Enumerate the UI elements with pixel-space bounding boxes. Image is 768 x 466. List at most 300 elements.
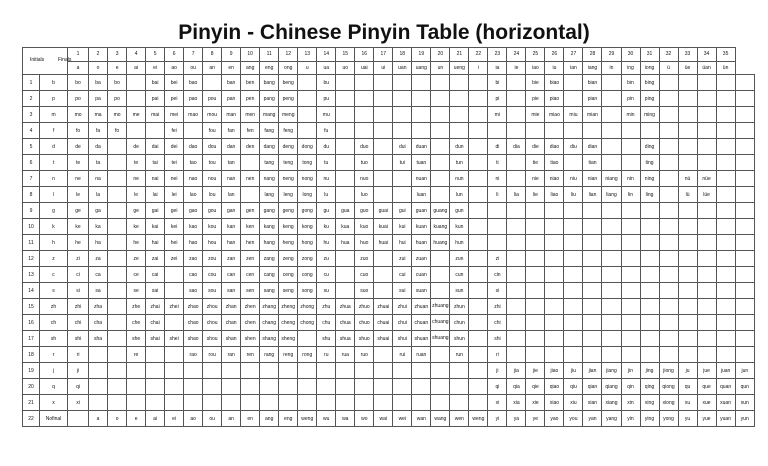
table-cell: chua <box>336 315 355 331</box>
table-cell <box>355 379 374 395</box>
table-cell: tuan <box>412 155 431 171</box>
table-cell <box>203 395 222 411</box>
table-cell: sao <box>184 283 203 299</box>
table-cell: kuang <box>431 219 450 235</box>
table-cell: ce <box>127 267 146 283</box>
table-cell <box>469 267 488 283</box>
table-cell: nin <box>621 171 640 187</box>
table-cell: dai <box>146 139 165 155</box>
header-corner <box>23 48 72 75</box>
table-cell <box>241 155 260 171</box>
table-cell <box>469 315 488 331</box>
table-cell: yu <box>678 411 697 427</box>
initial-cell: d <box>40 139 68 155</box>
table-cell <box>184 123 203 139</box>
table-cell: ang <box>260 411 279 427</box>
table-cell: man <box>222 107 241 123</box>
table-cell: nüe <box>697 171 716 187</box>
table-cell: ya <box>507 411 526 427</box>
table-cell <box>640 203 659 219</box>
table-cell <box>507 91 526 107</box>
table-cell: chuan <box>412 315 431 331</box>
table-cell <box>526 235 545 251</box>
final-header: u <box>298 61 317 75</box>
table-cell: tan <box>222 155 241 171</box>
table-cell: nou <box>203 171 222 187</box>
table-cell: ban <box>222 75 241 91</box>
table-cell: wo <box>355 411 374 427</box>
table-cell <box>355 363 374 379</box>
table-cell <box>735 251 754 267</box>
table-cell <box>203 379 222 395</box>
table-cell: gai <box>146 203 165 219</box>
table-cell: si <box>488 283 507 299</box>
final-header: ueng <box>450 61 469 75</box>
table-cell: gan <box>222 203 241 219</box>
table-cell: mu <box>317 107 336 123</box>
table-cell <box>89 379 108 395</box>
initial-cell: n <box>40 171 68 187</box>
table-cell: gun <box>450 203 469 219</box>
row-number: 10 <box>23 219 40 235</box>
table-cell: ning <box>640 171 659 187</box>
pinyin-cell: po <box>68 91 89 107</box>
final-header: ie <box>507 61 526 75</box>
table-cell <box>678 331 697 347</box>
table-cell <box>374 395 393 411</box>
table-cell: jun <box>735 363 754 379</box>
column-number: 12 <box>279 48 298 62</box>
table-cell: ruo <box>355 347 374 363</box>
table-cell <box>374 363 393 379</box>
table-cell <box>545 347 564 363</box>
table-cell <box>678 251 697 267</box>
table-cell <box>393 171 412 187</box>
table-row <box>23 395 755 411</box>
table-cell: fen <box>241 123 260 139</box>
table-cell <box>260 379 279 395</box>
row-number: 18 <box>23 347 40 363</box>
table-cell: bie <box>526 75 545 91</box>
table-cell: keng <box>279 219 298 235</box>
table-cell <box>298 363 317 379</box>
table-cell <box>222 363 241 379</box>
table-cell <box>545 315 564 331</box>
initial-cell: g <box>40 203 68 219</box>
table-cell <box>412 107 431 123</box>
table-cell <box>412 91 431 107</box>
table-cell: wa <box>336 411 355 427</box>
table-cell: jie <box>526 363 545 379</box>
table-cell: min <box>621 107 640 123</box>
table-cell <box>108 139 127 155</box>
table-cell: dui <box>393 139 412 155</box>
table-cell <box>393 123 412 139</box>
table-cell <box>564 331 583 347</box>
table-row <box>23 251 755 267</box>
table-cell: shi <box>488 331 507 347</box>
final-header: ai <box>127 61 146 75</box>
table-cell: yi <box>488 411 507 427</box>
table-cell <box>564 347 583 363</box>
table-cell <box>127 379 146 395</box>
table-cell <box>659 139 678 155</box>
column-number: 33 <box>678 48 697 62</box>
table-cell <box>450 363 469 379</box>
table-cell: xiang <box>602 395 621 411</box>
table-cell <box>89 363 108 379</box>
table-cell <box>184 379 203 395</box>
table-cell: neng <box>279 171 298 187</box>
table-cell: xiu <box>564 395 583 411</box>
table-cell: zen <box>241 251 260 267</box>
final-header: ong <box>279 61 298 75</box>
table-cell <box>697 299 716 315</box>
table-cell <box>298 75 317 91</box>
table-cell: kan <box>222 219 241 235</box>
table-cell: zheng <box>279 299 298 315</box>
table-row <box>23 219 755 235</box>
table-cell: rao <box>184 347 203 363</box>
table-cell <box>431 91 450 107</box>
table-cell <box>127 91 146 107</box>
table-cell: shai <box>146 331 165 347</box>
table-cell: xie <box>526 395 545 411</box>
table-cell: nei <box>165 171 184 187</box>
table-cell <box>298 123 317 139</box>
table-cell: cha <box>89 315 108 331</box>
table-cell: pei <box>165 91 184 107</box>
table-cell: wai <box>374 411 393 427</box>
final-header: an <box>203 61 222 75</box>
table-cell <box>374 91 393 107</box>
table-cell <box>526 299 545 315</box>
table-cell <box>697 123 716 139</box>
pinyin-table <box>22 47 755 427</box>
table-cell <box>697 91 716 107</box>
table-cell: hang <box>260 235 279 251</box>
table-row <box>23 411 755 427</box>
column-number: 25 <box>526 48 545 62</box>
table-cell <box>640 347 659 363</box>
table-cell: ke <box>127 219 146 235</box>
table-cell: bu <box>317 75 336 91</box>
final-header: o <box>89 61 108 75</box>
table-cell: xia <box>507 395 526 411</box>
table-cell <box>336 107 355 123</box>
table-cell: de <box>127 139 146 155</box>
row-number: 4 <box>23 123 40 139</box>
row-number: 5 <box>23 139 40 155</box>
table-cell <box>431 171 450 187</box>
table-cell <box>697 203 716 219</box>
table-cell: han <box>222 235 241 251</box>
column-number: 1 <box>68 48 89 62</box>
row-number: 7 <box>23 171 40 187</box>
table-cell <box>602 299 621 315</box>
table-cell <box>640 315 659 331</box>
initial-cell: Nofinal <box>40 411 68 427</box>
table-cell <box>336 267 355 283</box>
table-cell <box>697 267 716 283</box>
table-cell: chan <box>222 315 241 331</box>
initial-cell: q <box>40 379 68 395</box>
column-number: 30 <box>621 48 640 62</box>
initial-cell: ch <box>40 315 68 331</box>
table-cell: cheng <box>279 315 298 331</box>
table-cell: song <box>298 283 317 299</box>
table-cell <box>412 123 431 139</box>
table-row <box>23 315 755 331</box>
table-cell <box>165 363 184 379</box>
table-cell <box>640 283 659 299</box>
table-cell <box>735 123 754 139</box>
table-cell: que <box>697 379 716 395</box>
table-cell: tiao <box>545 155 564 171</box>
table-cell <box>697 219 716 235</box>
table-cell: chong <box>298 315 317 331</box>
table-cell: hai <box>146 235 165 251</box>
table-cell: duan <box>412 139 431 155</box>
table-cell: geng <box>279 203 298 219</box>
table-cell: qie <box>526 379 545 395</box>
column-number: 29 <box>602 48 621 62</box>
table-cell: sen <box>241 283 260 299</box>
final-header: ian <box>564 61 583 75</box>
table-cell <box>336 91 355 107</box>
table-cell <box>602 123 621 139</box>
table-cell <box>146 395 165 411</box>
table-cell <box>469 219 488 235</box>
table-cell: chao <box>184 315 203 331</box>
table-cell <box>507 347 526 363</box>
table-cell: mei <box>165 107 184 123</box>
table-cell <box>108 187 127 203</box>
table-cell <box>564 299 583 315</box>
table-cell: lao <box>184 187 203 203</box>
final-header: ui <box>374 61 393 75</box>
table-cell: jiong <box>659 363 678 379</box>
table-cell: po <box>108 91 127 107</box>
table-cell: men <box>241 107 260 123</box>
initial-cell: f <box>40 123 68 139</box>
table-cell <box>545 251 564 267</box>
table-cell <box>469 203 488 219</box>
table-cell <box>716 187 735 203</box>
table-cell <box>697 139 716 155</box>
table-cell: fo <box>108 123 127 139</box>
table-cell <box>716 123 735 139</box>
initial-cell: sh <box>40 331 68 347</box>
table-cell <box>697 235 716 251</box>
table-cell: tui <box>393 155 412 171</box>
table-cell <box>127 363 146 379</box>
final-header: ang <box>241 61 260 75</box>
table-cell: sheng <box>279 331 298 347</box>
table-cell: zui <box>393 251 412 267</box>
table-cell <box>279 379 298 395</box>
table-cell: zhuo <box>355 299 374 315</box>
table-cell: he <box>127 235 146 251</box>
row-number: 11 <box>23 235 40 251</box>
table-cell <box>526 219 545 235</box>
table-cell <box>545 203 564 219</box>
table-cell <box>659 251 678 267</box>
table-cell <box>621 219 640 235</box>
table-cell <box>602 331 621 347</box>
table-cell: yuan <box>716 411 735 427</box>
table-cell <box>659 155 678 171</box>
initial-cell: k <box>40 219 68 235</box>
table-cell <box>697 75 716 91</box>
table-cell <box>678 203 697 219</box>
table-cell: nuo <box>355 171 374 187</box>
table-cell: jia <box>507 363 526 379</box>
table-cell: dia <box>507 139 526 155</box>
table-cell <box>108 203 127 219</box>
page-title: Pinyin - Chinese Pinyin Table (horizontal) <box>178 21 590 44</box>
table-cell: hun <box>450 235 469 251</box>
table-cell: cuan <box>412 267 431 283</box>
table-cell: zhou <box>203 299 222 315</box>
table-cell: kai <box>146 219 165 235</box>
table-cell: meng <box>279 107 298 123</box>
table-cell: biao <box>545 75 564 91</box>
table-cell <box>469 363 488 379</box>
table-cell: zei <box>165 251 184 267</box>
row-number: 12 <box>23 251 40 267</box>
final-header: en <box>222 61 241 75</box>
table-cell <box>735 155 754 171</box>
table-cell: kuo <box>355 219 374 235</box>
table-row <box>23 187 755 203</box>
table-row <box>23 123 755 139</box>
table-cell: quan <box>716 379 735 395</box>
table-cell <box>640 299 659 315</box>
table-cell <box>697 155 716 171</box>
column-number: 11 <box>260 48 279 62</box>
table-cell: leng <box>279 187 298 203</box>
table-cell <box>146 123 165 139</box>
table-cell: le <box>127 187 146 203</box>
table-cell <box>583 315 602 331</box>
initial-cell: l <box>40 187 68 203</box>
final-header: üan <box>697 61 716 75</box>
table-cell <box>393 187 412 203</box>
table-cell <box>241 187 260 203</box>
table-cell <box>108 315 127 331</box>
table-cell <box>488 235 507 251</box>
table-cell: shan <box>222 331 241 347</box>
table-cell: nen <box>241 171 260 187</box>
table-cell: guan <box>412 203 431 219</box>
pinyin-cell: le <box>68 187 89 203</box>
table-cell: niang <box>602 171 621 187</box>
table-cell <box>260 363 279 379</box>
column-number: 7 <box>184 48 203 62</box>
table-cell <box>697 347 716 363</box>
table-cell: ming <box>640 107 659 123</box>
initial-cell: zh <box>40 299 68 315</box>
row-number: 16 <box>23 315 40 331</box>
table-cell: zhui <box>393 299 412 315</box>
column-number: 4 <box>127 48 146 62</box>
table-cell: chu <box>317 315 336 331</box>
table-cell: tuo <box>355 155 374 171</box>
table-cell: fu <box>317 123 336 139</box>
table-cell: seng <box>279 283 298 299</box>
table-cell <box>678 235 697 251</box>
table-cell <box>222 395 241 411</box>
column-number: 23 <box>488 48 507 62</box>
table-cell <box>469 107 488 123</box>
table-cell <box>374 379 393 395</box>
table-cell <box>374 267 393 283</box>
table-cell <box>507 267 526 283</box>
table-cell <box>127 395 146 411</box>
table-row <box>23 283 755 299</box>
table-cell <box>184 363 203 379</box>
table-cell: la <box>89 187 108 203</box>
table-cell <box>564 91 583 107</box>
table-row <box>23 91 755 107</box>
table-cell <box>678 315 697 331</box>
table-cell: kang <box>260 219 279 235</box>
table-cell: kong <box>298 219 317 235</box>
table-cell: huang <box>431 235 450 251</box>
table-cell <box>716 139 735 155</box>
table-cell <box>488 123 507 139</box>
table-cell: zang <box>260 251 279 267</box>
table-cell: zhun <box>450 299 469 315</box>
table-cell <box>716 331 735 347</box>
table-cell <box>165 283 184 299</box>
table-cell: gang <box>260 203 279 219</box>
table-cell <box>640 331 659 347</box>
table-cell <box>431 251 450 267</box>
table-cell <box>621 331 640 347</box>
table-cell: an <box>222 411 241 427</box>
table-cell: gou <box>203 203 222 219</box>
column-number: 21 <box>450 48 469 62</box>
table-cell <box>659 267 678 283</box>
table-cell <box>507 299 526 315</box>
column-number: 31 <box>640 48 659 62</box>
table-cell: gua <box>336 203 355 219</box>
table-cell <box>602 235 621 251</box>
table-cell <box>735 331 754 347</box>
table-cell: te <box>127 155 146 171</box>
table-cell: kou <box>203 219 222 235</box>
table-cell <box>507 171 526 187</box>
initial-cell: t <box>40 155 68 171</box>
table-cell: teng <box>279 155 298 171</box>
table-cell <box>355 395 374 411</box>
table-cell: nang <box>260 171 279 187</box>
table-cell: kuai <box>374 219 393 235</box>
table-cell: zi <box>488 251 507 267</box>
table-cell: cin <box>488 267 507 283</box>
table-cell: ru <box>317 347 336 363</box>
table-cell: bing <box>640 75 659 91</box>
table-cell <box>735 171 754 187</box>
table-cell: xue <box>697 395 716 411</box>
table-cell <box>583 235 602 251</box>
table-cell: ken <box>241 219 260 235</box>
table-cell <box>393 363 412 379</box>
table-cell: reng <box>279 347 298 363</box>
table-cell <box>583 267 602 283</box>
